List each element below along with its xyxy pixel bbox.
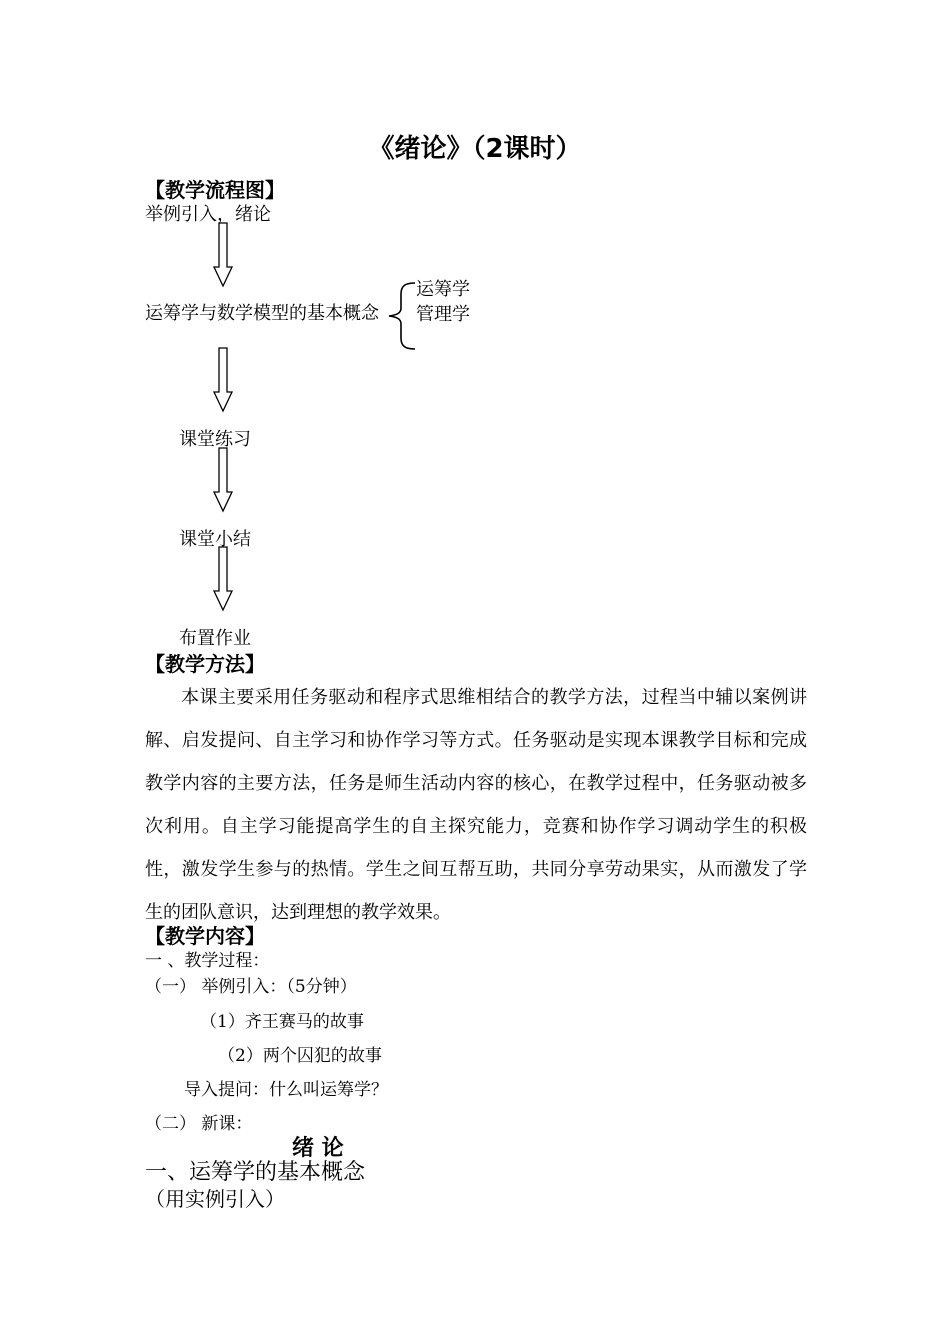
brace-item-operations-research: 运筹学 <box>416 279 470 300</box>
flow-step-2: 运筹学与数学模型的基本概念 <box>145 303 379 324</box>
brace-item-management: 管理学 <box>416 304 470 325</box>
page-title: 《绪论》（2课时） <box>368 134 582 164</box>
content-heading: 【教学内容】 <box>145 924 265 948</box>
example-1: （1）齐王赛马的故事 <box>200 1012 364 1032</box>
flow-step-5: 布置作业 <box>179 628 251 649</box>
flowchart-heading: 【教学流程图】 <box>145 178 285 202</box>
lead-question: 导入提问：什么叫运筹学？ <box>184 1080 388 1100</box>
section-heading-1: 一、运筹学的基本概念 <box>145 1160 366 1185</box>
flow-step-4: 课堂小结 <box>179 529 251 550</box>
process-heading: 一 、教学过程： <box>145 951 270 971</box>
brace-icon <box>385 280 419 352</box>
new-lesson-item: （二） 新课： <box>145 1114 253 1134</box>
flow-arrow-2 <box>212 347 234 413</box>
method-paragraph: 本课主要采用任务驱动和程序式思维相结合的教学方法，过程当中辅以案例讲解、启发提问、自主学习和协作学习等方式。任务驱动是实现本课教学目标和完成教学内容的主要方法，任务是师生活动内容的核心，在教学过程中，任务驱动被多次利用。自主学习能提高学生的自主探究能力，竞赛和协作学习调动学生的积极性，激发学生参与的热情。学生之间互帮互助，共同分享劳动果实，从而激发了学生的团队意识，达到理想的教学效果。 <box>145 687 807 923</box>
flow-step-3: 课堂练习 <box>179 429 251 450</box>
intro-item: （一） 举例引入：（5分钟） <box>145 977 357 997</box>
method-heading: 【教学方法】 <box>145 652 265 676</box>
flow-arrow-4 <box>212 546 234 612</box>
flow-arrow-1 <box>212 222 234 288</box>
flow-arrow-3 <box>212 447 234 513</box>
section-note: （用实例引入） <box>145 1187 285 1211</box>
example-2: （2）两个囚犯的故事 <box>218 1046 382 1066</box>
section-subtitle: 绪 论 <box>292 1136 344 1161</box>
flow-step-1: 举例引入，绪论 <box>145 204 271 225</box>
